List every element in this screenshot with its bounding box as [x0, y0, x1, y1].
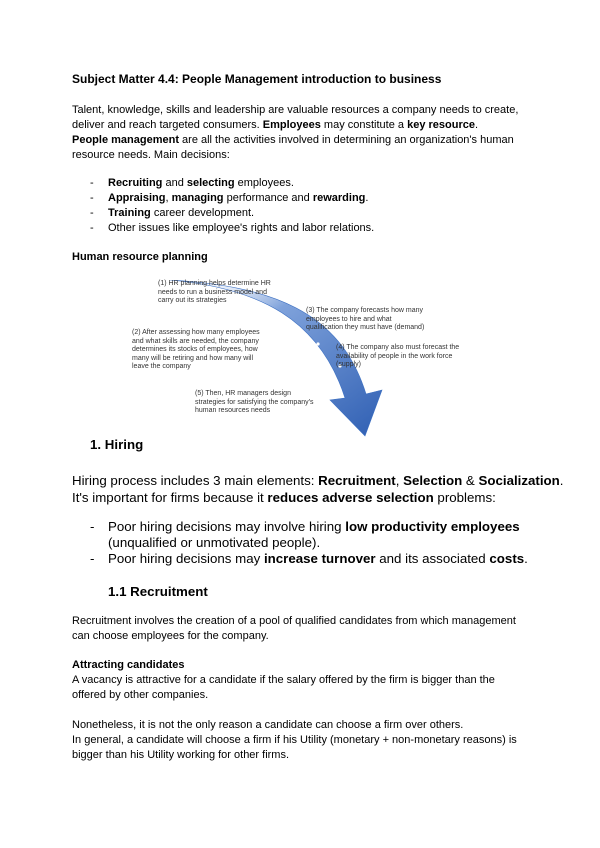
- bold-employees: Employees: [262, 119, 321, 131]
- text-run: and its associated: [375, 551, 490, 566]
- text-run: .: [474, 119, 479, 131]
- text-run: It's important for firms because it: [72, 490, 268, 505]
- list-dash: -: [90, 551, 95, 566]
- nonetheless-line-2: In general, a candidate will choose a firm if his Utility (monetary + non-monetary reasons) is: [72, 734, 517, 746]
- list-dash: -: [90, 222, 94, 234]
- text-run: Selection: [403, 473, 463, 488]
- text-run: ,: [395, 473, 404, 488]
- text-line: leave the company: [132, 363, 191, 371]
- text-line: availability of people in the work force: [336, 352, 453, 360]
- recruitment-line-2: can choose employees for the company.: [72, 630, 269, 642]
- text-run: increase turnover: [263, 551, 376, 566]
- text-run: Training: [108, 207, 151, 219]
- list-item: [108, 550, 528, 568]
- list-item: [108, 176, 294, 191]
- text-line: (4) The company also must forecast the: [336, 344, 460, 351]
- attracting-line-2: offered by other companies.: [72, 689, 209, 701]
- text-line: (3) The company forecasts how many: [306, 307, 423, 314]
- text-run: managing: [171, 192, 224, 204]
- text-run: ,: [165, 192, 172, 204]
- text-run: are all the activities involved in determining an organization's human: [178, 134, 514, 146]
- text-run: Poor hiring decisions may involve hiring: [108, 519, 346, 534]
- diagram-step-3: [306, 307, 424, 333]
- text-line: carry out its strategies: [158, 297, 227, 305]
- diagram-step-1: [158, 280, 271, 306]
- text-run: Hiring process includes 3 main elements:: [72, 473, 319, 488]
- text-line: and what skills are needed, the company: [132, 337, 259, 345]
- text-run: .: [365, 192, 369, 204]
- list-dash: -: [90, 177, 94, 189]
- section-heading-hr-planning: Human resource planning: [72, 251, 208, 263]
- list-item: Other issues like employee's rights and labor relations.: [108, 222, 375, 234]
- text-line: needs to run a business model and: [158, 288, 267, 296]
- text-line: (1) HR planning helps determine HR: [158, 280, 271, 287]
- text-line: many will be retiring and how many will: [132, 354, 253, 362]
- step-marker: [280, 318, 283, 321]
- list-dash: -: [90, 519, 95, 534]
- text-run: Recruitment: [318, 473, 396, 488]
- text-run: employees.: [234, 177, 294, 189]
- text-line: determines its stocks of employees, how: [132, 346, 258, 354]
- text-run: costs: [489, 551, 525, 566]
- list-item: [108, 191, 368, 206]
- list-dash: -: [90, 192, 94, 204]
- diagram-step-4: [336, 344, 459, 370]
- text-run: Socialization: [478, 473, 560, 488]
- hiring-paragraph-line-1: [72, 472, 563, 490]
- recruitment-line-1: Recruitment involves the creation of a pool of qualified candidates from which management: [72, 615, 516, 627]
- text-run: &: [462, 473, 479, 488]
- page-title: Subject Matter 4.4: People Management introduction to business: [72, 72, 442, 86]
- list-item-continuation: (unqualified or unmotivated people).: [108, 535, 321, 550]
- diagram-step-2: [132, 329, 260, 372]
- list-dash: -: [90, 207, 94, 219]
- subheading-attracting-candidates: Attracting candidates: [72, 659, 185, 671]
- intro-line-4: resource needs. Main decisions:: [72, 149, 230, 161]
- text-run: career development.: [150, 207, 255, 219]
- section-heading-hiring: 1. Hiring: [90, 437, 144, 452]
- text-run: deliver and reach targeted consumers.: [72, 119, 263, 131]
- text-run: Recruiting: [108, 177, 163, 189]
- text-line: (2) After assessing how many employees: [132, 329, 260, 336]
- text-line: qualification they must have (demand): [306, 324, 425, 332]
- text-run: selecting: [186, 177, 235, 189]
- intro-line-1: Talent, knowledge, skills and leadership are valuable resources a company needs to create,: [72, 104, 519, 116]
- attracting-line-1: A vacancy is attractive for a candidate if the salary offered by the firm is bigger than the: [72, 674, 495, 686]
- text-line: (5) Then, HR managers design: [195, 390, 291, 397]
- text-run: rewarding: [312, 192, 366, 204]
- nonetheless-line-3: bigger than his Utility working for other firms.: [72, 749, 290, 761]
- intro-line-3: [72, 133, 514, 148]
- step-marker: [316, 342, 319, 345]
- hiring-paragraph-line-2: [72, 489, 496, 507]
- bold-people-management: People management: [72, 134, 179, 146]
- text-run: Appraising: [108, 192, 166, 204]
- intro-line-2: [72, 118, 478, 133]
- text-run: .: [559, 473, 564, 488]
- text-line: employees to hire and what: [306, 315, 392, 323]
- text-line: (supply): [336, 361, 361, 369]
- bold-key-resource: key resource: [407, 119, 475, 131]
- text-run: performance and: [223, 192, 313, 204]
- text-line: human resources needs: [195, 407, 271, 415]
- list-item: [108, 206, 254, 221]
- nonetheless-line-1: Nonetheless, it is not the only reason a candidate can choose a firm over others.: [72, 719, 464, 731]
- text-run: problems:: [433, 490, 496, 505]
- text-run: and: [162, 177, 187, 189]
- diagram-step-5: [195, 390, 313, 416]
- text-line: strategies for satisfying the company's: [195, 398, 314, 406]
- text-run: low productivity employees: [345, 519, 520, 534]
- text-run: .: [524, 551, 528, 566]
- text-run: reduces adverse selection: [267, 490, 434, 505]
- section-heading-recruitment: 1.1 Recruitment: [108, 584, 208, 599]
- text-run: Poor hiring decisions may: [108, 551, 264, 566]
- text-run: may constitute a: [320, 119, 408, 131]
